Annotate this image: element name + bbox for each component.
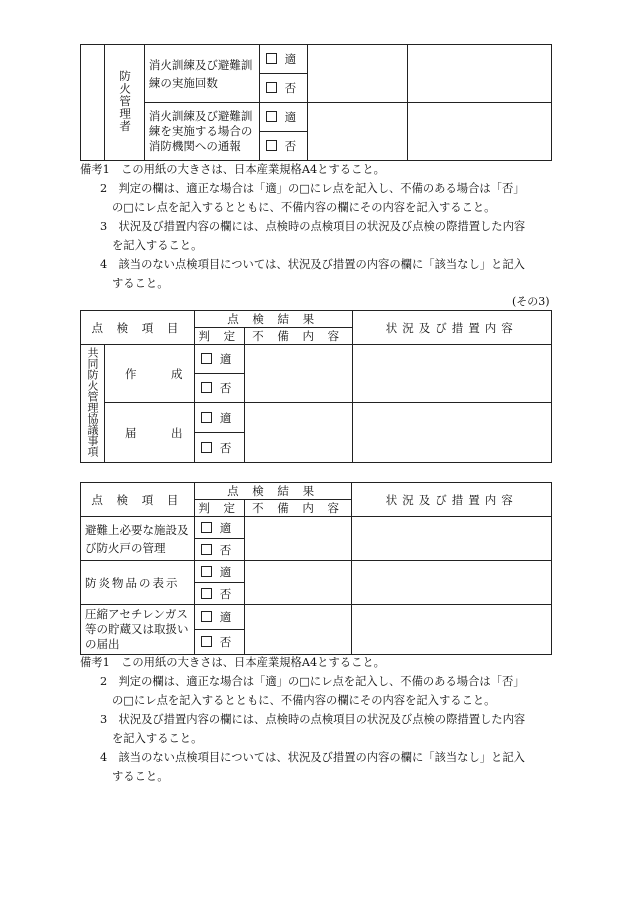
remark-4: 4 該当のない点検項目については、状況及び措置の内容の欄に「該当なし」と記入 <box>100 258 525 271</box>
judge-ng[interactable] <box>194 433 244 463</box>
ok-label: 適 <box>219 564 232 579</box>
ng-label: 否 <box>284 139 297 153</box>
header-item: 点 検 項 目 <box>81 483 195 517</box>
header-status: 状況及び措置内容 <box>352 483 552 517</box>
remark-1: 備考1 この用紙の大きさは、日本産業規格A4とすること。 <box>80 163 385 176</box>
judge-ng[interactable] <box>194 374 244 403</box>
header-judge: 判 定 <box>194 328 244 345</box>
remark-2-cont: の□にレ点を記入するとともに、不備内容の欄にその内容を記入すること。 <box>112 201 496 214</box>
joint-council-label: 共同防火管理協議事項 <box>85 347 99 457</box>
checkbox[interactable] <box>266 111 277 122</box>
judge-ok[interactable] <box>194 345 244 374</box>
check-item-label: 防炎物品の表示 <box>85 575 180 590</box>
judge-ng[interactable] <box>259 74 307 103</box>
status-cell[interactable] <box>352 345 551 403</box>
checkbox[interactable] <box>266 82 277 93</box>
ng-label: 否 <box>219 635 232 649</box>
remark-2: 2 判定の欄は、適正な場合は「適」の□にレ点を記入し、不備のある場合は「否」 <box>100 182 525 195</box>
status-cell[interactable] <box>408 45 552 103</box>
defect-cell[interactable] <box>244 345 352 403</box>
remarks-block <box>80 160 560 293</box>
remark-1: 備考1 この用紙の大きさは、日本産業規格A4とすること。 <box>80 656 385 669</box>
header-defect: 不 備 内 容 <box>244 328 352 345</box>
ok-label: 適 <box>219 410 232 425</box>
remark-3-cont: を記入すること。 <box>112 732 203 745</box>
defect-cell[interactable] <box>307 103 408 161</box>
ng-label: 否 <box>284 81 297 95</box>
ng-label: 否 <box>219 381 232 395</box>
judge-ng[interactable] <box>194 583 244 605</box>
header-defect: 不 備 内 容 <box>244 500 352 517</box>
check-item-label: 消火訓練及び避難訓練を実施する場合の消防機関への通報 <box>148 109 253 153</box>
check-item-label: 消火訓練及び避難訓練の実施回数 <box>148 57 253 90</box>
checkbox[interactable] <box>201 544 212 555</box>
ok-label: 適 <box>284 110 297 124</box>
defect-cell[interactable] <box>244 605 352 655</box>
check-item-label: 届 出 <box>124 425 183 440</box>
judge-ok[interactable] <box>194 517 244 539</box>
ok-label: 適 <box>219 352 232 366</box>
check-item <box>104 403 194 463</box>
remark-3: 3 状況及び措置内容の欄には、点検時の点検項目の状況及び点検の際措置した内容 <box>100 220 526 233</box>
remark-3-cont: を記入すること。 <box>112 239 203 252</box>
blank-left-cell <box>81 45 105 161</box>
checkbox[interactable] <box>201 412 212 423</box>
judge-ok[interactable] <box>194 403 244 433</box>
defect-cell[interactable] <box>307 45 408 103</box>
group-label-cell <box>104 45 144 161</box>
checkbox[interactable] <box>266 53 277 64</box>
remark-2-cont: の□にレ点を記入するとともに、不備内容の欄にその内容を記入すること。 <box>112 694 496 707</box>
defect-cell[interactable] <box>244 561 352 605</box>
checkbox[interactable] <box>201 566 212 577</box>
page-label: (その3) <box>512 295 550 308</box>
checkbox[interactable] <box>201 611 212 622</box>
ok-label: 適 <box>219 520 232 535</box>
judge-ok[interactable] <box>259 103 307 132</box>
judge-ok[interactable] <box>194 561 244 583</box>
check-item-label: 作 成 <box>124 366 183 381</box>
fire-manager-table <box>80 44 552 161</box>
checkbox[interactable] <box>201 522 212 533</box>
remark-4-cont: すること。 <box>112 770 169 783</box>
judge-ng[interactable] <box>259 132 307 161</box>
check-item-label: 避難上必要な施設及び防火戸の管理 <box>85 522 189 555</box>
judge-ok[interactable] <box>194 605 244 630</box>
ng-label: 否 <box>219 440 232 455</box>
status-cell[interactable] <box>352 517 552 561</box>
remark-2: 2 判定の欄は、適正な場合は「適」の□にレ点を記入し、不備のある場合は「否」 <box>100 675 525 688</box>
remarks-block <box>80 653 560 786</box>
defect-cell[interactable] <box>244 517 352 561</box>
check-item <box>81 561 195 605</box>
check-item-label: 圧縮アセチレンガス等の貯蔵又は取扱いの届出 <box>85 607 189 651</box>
checkbox[interactable] <box>201 442 212 453</box>
ok-label: 適 <box>284 52 297 66</box>
checkbox[interactable] <box>201 382 212 393</box>
remark-3: 3 状況及び措置内容の欄には、点検時の点検項目の状況及び点検の際措置した内容 <box>100 713 526 726</box>
joint-fire-management-table <box>80 310 552 463</box>
ng-label: 否 <box>219 542 232 557</box>
status-cell[interactable] <box>352 561 552 605</box>
judge-ok[interactable] <box>259 45 307 74</box>
checkbox[interactable] <box>201 353 212 364</box>
defect-cell[interactable] <box>244 403 352 463</box>
checkbox[interactable] <box>201 636 212 647</box>
header-judge: 判 定 <box>194 500 244 517</box>
checkbox[interactable] <box>266 140 277 151</box>
check-item <box>144 103 259 161</box>
status-cell[interactable] <box>352 605 552 655</box>
check-item <box>81 517 195 561</box>
check-item <box>104 345 194 403</box>
status-cell[interactable] <box>352 403 551 463</box>
remark-4-cont: すること。 <box>112 277 169 290</box>
ok-label: 適 <box>219 610 232 624</box>
ng-label: 否 <box>219 586 232 601</box>
evacuation-facilities-table <box>80 482 552 655</box>
check-item <box>144 45 259 103</box>
fire-manager-label: 防火管理者 <box>118 69 133 133</box>
judge-ng[interactable] <box>194 539 244 561</box>
check-item <box>81 605 195 655</box>
header-result: 点 検 結 果 <box>194 311 352 328</box>
header-item: 点 検 項 目 <box>81 311 195 345</box>
remark-4: 4 該当のない点検項目については、状況及び措置の内容の欄に「該当なし」と記入 <box>100 751 525 764</box>
status-cell[interactable] <box>408 103 552 161</box>
group-label-cell <box>81 345 105 463</box>
header-result: 点 検 結 果 <box>194 483 352 500</box>
checkbox[interactable] <box>201 588 212 599</box>
header-status: 状況及び措置内容 <box>352 311 551 345</box>
judge-ng[interactable] <box>194 630 244 655</box>
